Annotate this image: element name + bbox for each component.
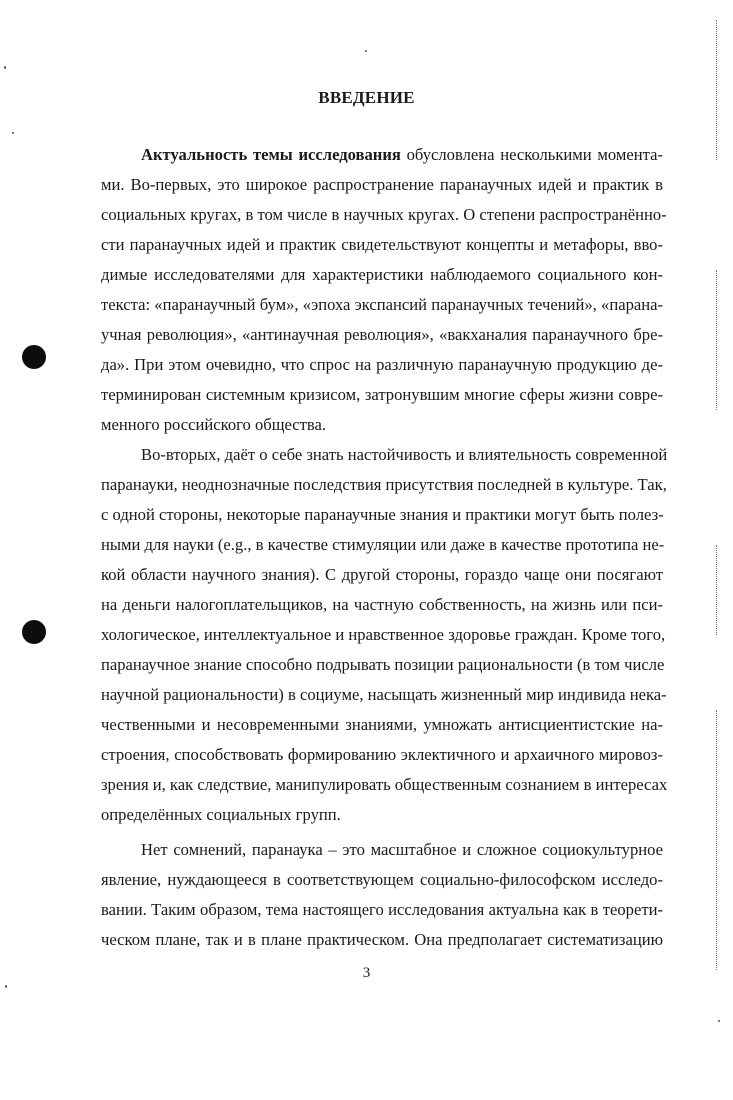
scan-speck — [718, 1020, 720, 1022]
paragraph-2-line-5: кой области научного знания). С другой стороны, гораздо чаще они посягают — [101, 565, 663, 584]
paragraph-2-line-2: паранауки, неоднозначные последствия присутствия последней в культуре. Так, — [101, 475, 667, 494]
scan-edge-noise-1 — [716, 20, 727, 160]
paragraph-1-line-1 — [141, 145, 663, 165]
paragraph-2-line-7: хологическое, интеллектуальное и нравственное здоровье граждан. Кроме того, — [101, 625, 666, 644]
page-title: ВВЕДЕНИЕ — [318, 88, 415, 107]
paragraph-1-lead-bold: Актуальность темы исследования — [141, 145, 401, 164]
paragraph-2-line-9: научной рациональности) в социуме, насыщать жизненный мир индивида нека- — [101, 685, 667, 704]
scan-speck — [4, 66, 6, 69]
paragraph-1-line-9: терминирован системным кризисом, затронувшим многие сферы жизни совре- — [101, 385, 663, 404]
scan-edge-noise-3 — [716, 545, 727, 635]
paragraph-1-line-7: учная революция», «антинаучная революция», «вакханалия паранаучного бре- — [101, 325, 663, 344]
paragraph-1-line-6: текста: «паранаучный бум», «эпоха экспансий паранаучных течений», «парана- — [101, 295, 663, 314]
scan-speck — [12, 132, 14, 134]
paragraph-1-line-3: социальных кругах, в том числе в научных кругах. О степени распространённо- — [101, 205, 667, 224]
paragraph-2-line-10: чественными и несовременными знаниями, умножать антисциентистские на- — [101, 715, 663, 734]
paragraph-1-first-line-rest: обусловлена несколькими момента- — [406, 145, 664, 164]
paragraph-1-line-2: ми. Во-первых, это широкое распространение паранаучных идей и практик в — [101, 175, 663, 194]
paragraph-3-line-1: Нет сомнений, паранаука – это масштабное и сложное социокультурное — [141, 840, 663, 859]
paragraph-3-line-3: вании. Таким образом, тема настоящего исследования актуальна как в теорети- — [101, 900, 663, 919]
paragraph-2-line-12: зрения и, как следствие, манипулировать общественным сознанием в интересах — [101, 775, 668, 794]
paragraph-2-line-4: ными для науки (e.g., в качестве стимуляции или даже в качестве прототипа не- — [101, 535, 665, 554]
paragraph-2-line-8: паранаучное знание способно подрывать позиции рациональности (в том числе — [101, 655, 665, 674]
page-number: 3 — [362, 965, 371, 981]
paragraph-1-line-10: менного российского общества. — [101, 415, 327, 434]
punch-hole-bottom — [22, 620, 46, 644]
paragraph-2-line-1: Во-вторых, даёт о себе знать настойчивость и влиятельность современной — [141, 445, 668, 464]
scan-speck — [365, 50, 367, 52]
paragraph-3-line-4: ческом плане, так и в плане практическом. Она предполагает систематизацию — [101, 930, 663, 949]
paragraph-3-line-2: явление, нуждающееся в соответствующем социально-философском исследо- — [101, 870, 663, 889]
scan-speck — [5, 985, 7, 988]
paragraph-2-line-11: строения, способствовать формированию эклектичного и архаичного мировоз- — [101, 745, 663, 764]
paragraph-2-line-13: определённых социальных групп. — [101, 805, 341, 824]
paragraph-1-line-4: сти паранаучных идей и практик свидетельствуют концепты и метафоры, вво- — [101, 235, 663, 254]
paragraph-1-line-5: димые исследователями для характеристики наблюдаемого социального кон- — [101, 265, 663, 284]
scan-edge-noise-4 — [716, 710, 727, 970]
punch-hole-top — [22, 345, 46, 369]
paragraph-2-line-3: с одной стороны, некоторые паранаучные знания и практики могут быть полез- — [101, 505, 664, 524]
scan-edge-noise-2 — [716, 270, 727, 410]
paragraph-2-line-6: на деньги налогоплательщиков, на частную собственность, на жизнь или пси- — [101, 595, 663, 614]
paragraph-1-line-8: да». При этом очевидно, что спрос на различную паранаучную продукцию де- — [101, 355, 663, 374]
